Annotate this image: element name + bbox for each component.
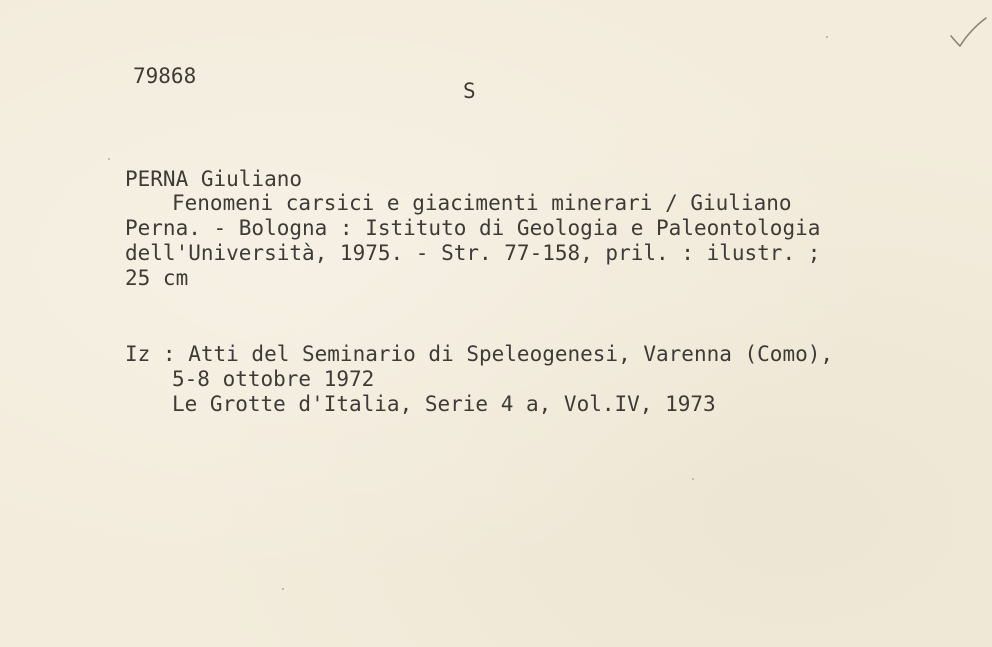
description-line: Fenomeni carsici e giacimenti minerari / Giuliano [172,191,792,215]
source-note-line: Le Grotte d'Italia, Serie 4 a, Vol.IV, 1973 [172,392,716,416]
source-note-line: Iz : Atti del Seminario di Speleogenesi, Varenna (Como), [125,342,834,366]
paper-speck [282,588,284,590]
pencil-checkmark-icon [948,16,988,50]
source-note-line: 5-8 ottobre 1972 [172,367,375,391]
description-line: Perna. - Bologna : Istituto di Geologia e Paleontologia [125,216,821,240]
author-heading: PERNA Giuliano [125,167,303,191]
section-mark: S [463,79,476,103]
paper-speck [826,36,828,38]
description-line: 25 cm [125,266,189,290]
paper-speck [108,158,110,160]
paper-speck [692,478,694,480]
accession-number: 79868 [133,64,197,88]
description-line: dell'Università, 1975. - Str. 77-158, pril. : ilustr. ; [125,241,821,265]
